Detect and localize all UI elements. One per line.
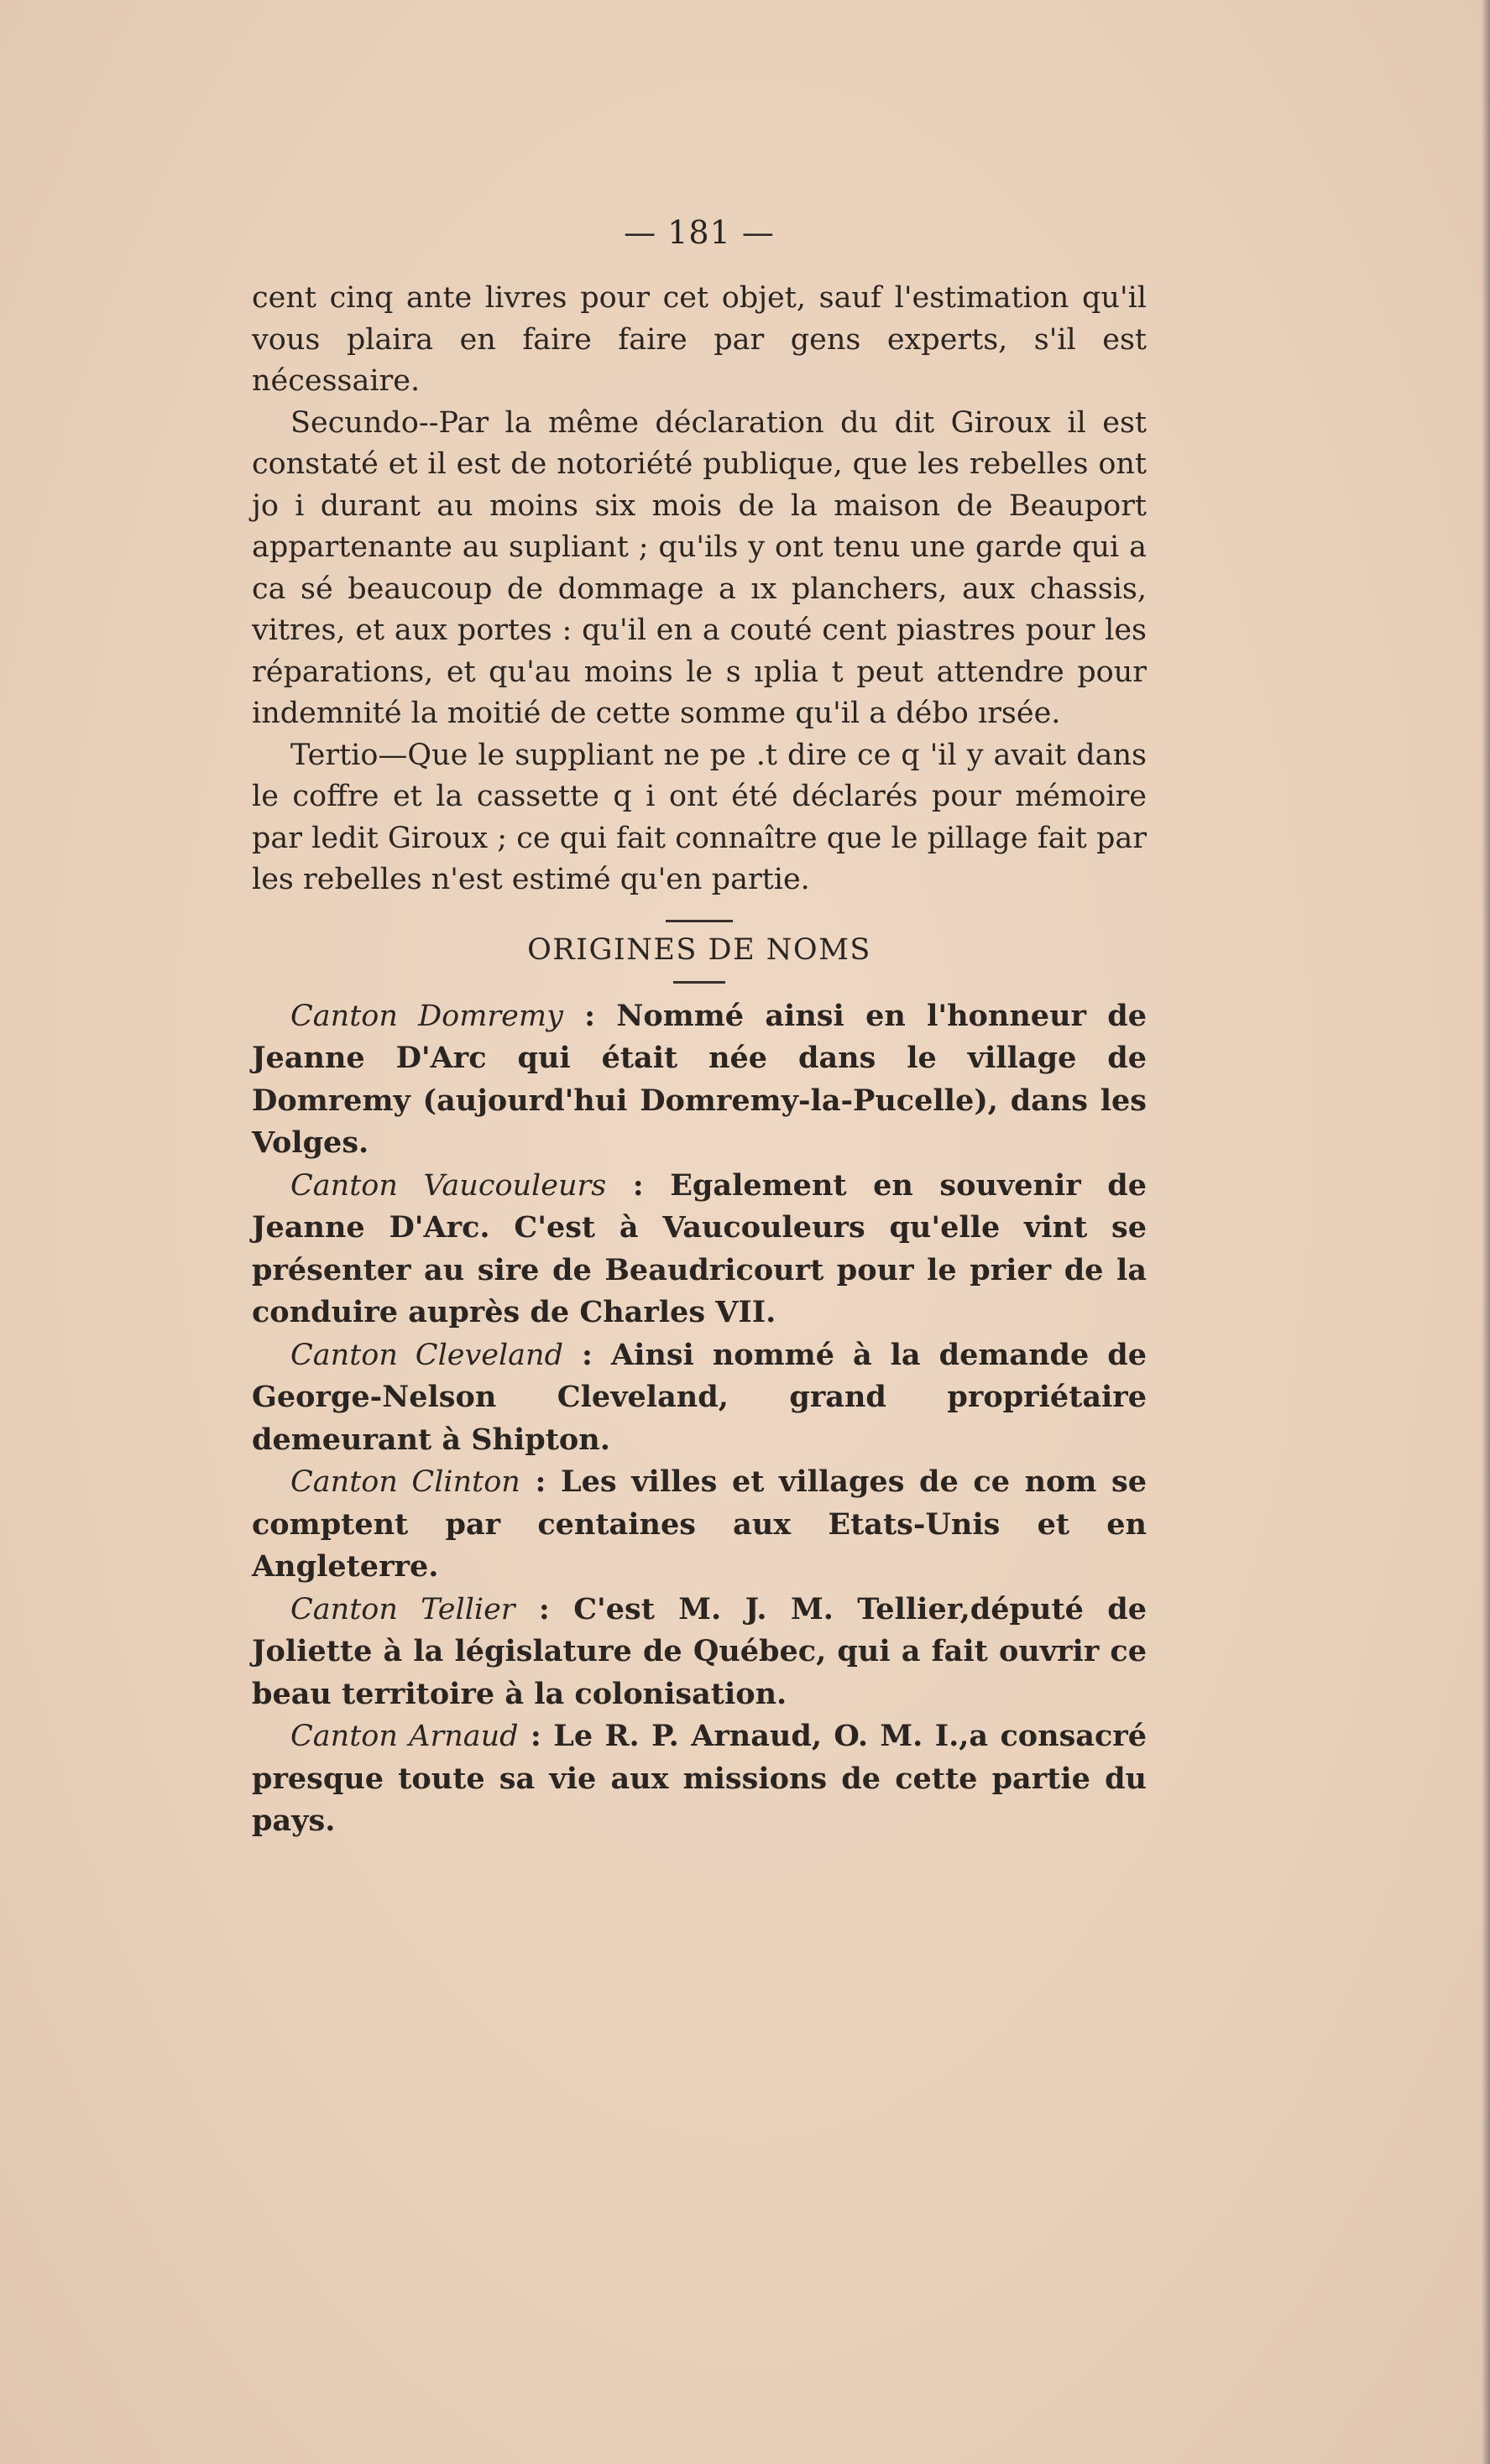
entry-description: : Egalement en souvenir de Jeanne D'Arc. C'est à Vaucouleurs qu'elle vint se présenter au sire de Beaudricourt pour le prier de la conduire auprès de Charles VII. <box>252 1167 1147 1329</box>
entry-canton-name: Canton Tellier <box>290 1592 515 1626</box>
entry-arnaud <box>252 1715 1147 1843</box>
entry-description: : Ainsi nommé à la demande de George-Nelson Cleveland, grand propriétaire demeurant à Shipton. <box>252 1337 1148 1457</box>
entry-clinton <box>252 1461 1147 1589</box>
paragraph-continuation: cent cinq ante livres pour cet objet, sauf l'estimation qu'il vous plaira en faire faire par gens experts, s'il est nécessaire. <box>252 281 1147 398</box>
page-edge-shadow <box>1482 0 1490 2464</box>
entry-canton-name: Canton Domremy <box>290 999 563 1033</box>
entry-description: : Nommé ainsi en l'honneur de Jeanne D'Arc qui était née dans le village de Domremy (aujourd'hui Domremy-la-Pucelle), dans les Volges. <box>252 998 1147 1160</box>
entry-canton-name: Canton Clinton <box>290 1465 520 1499</box>
document-page <box>252 214 1147 1843</box>
entry-cleveland <box>252 1334 1147 1462</box>
entry-canton-name: Canton Cleveland <box>290 1338 563 1372</box>
entry-domremy <box>252 995 1147 1165</box>
entry-tellier <box>252 1589 1147 1716</box>
section-divider-top <box>666 920 733 922</box>
entry-description: : Les villes et villages de ce nom se comptent par centaines aux Etats-Unis et en Angleterre. <box>252 1464 1148 1584</box>
entry-vaucouleurs <box>252 1165 1147 1334</box>
entry-description: : Le R. P. Arnaud, O. M. I.,a consacré presque toute sa vie aux missions de cette partie du pays. <box>252 1719 1147 1838</box>
entry-canton-name: Canton Arnaud <box>290 1720 519 1753</box>
paragraph-secundo: Secundo--Par la même déclaration du dit Giroux il est constaté et il est de notoriété publique, que les rebelles ont jo i durant au moins six mois de la maison de Beauport appartenante au supliant ; qu'ils y ont tenu une garde qui a ca sé beaucoup de dommage a ıx planchers, aux chassis, vitres, et aux portes : qu'il en a couté cent piastres pour les réparations, et qu'au moins le s ıplia t peut attendre pour indemnité la moitié de cette somme qu'il a débo ırsée. <box>252 405 1147 730</box>
section-title: ORIGINES DE NOMS <box>527 932 871 967</box>
page-number: — 181 — <box>624 214 775 251</box>
entry-description: : C'est M. J. M. Tellier,député de Joliette à la législature de Québec, qui a fait ouvrir ce beau territoire à la colonisation. <box>252 1591 1147 1711</box>
entry-canton-name: Canton Vaucouleurs <box>290 1168 607 1203</box>
paragraph-tertio: Tertio—Que le suppliant ne pe .t dire ce q 'il y avait dans le coffre et la cassette q i ont été déclarés pour mémoire par ledit Giroux ; ce qui fait connaître que le pillage fait par les rebelles n'est estimé qu'en partie. <box>252 738 1147 896</box>
section-divider-bottom <box>673 981 725 984</box>
